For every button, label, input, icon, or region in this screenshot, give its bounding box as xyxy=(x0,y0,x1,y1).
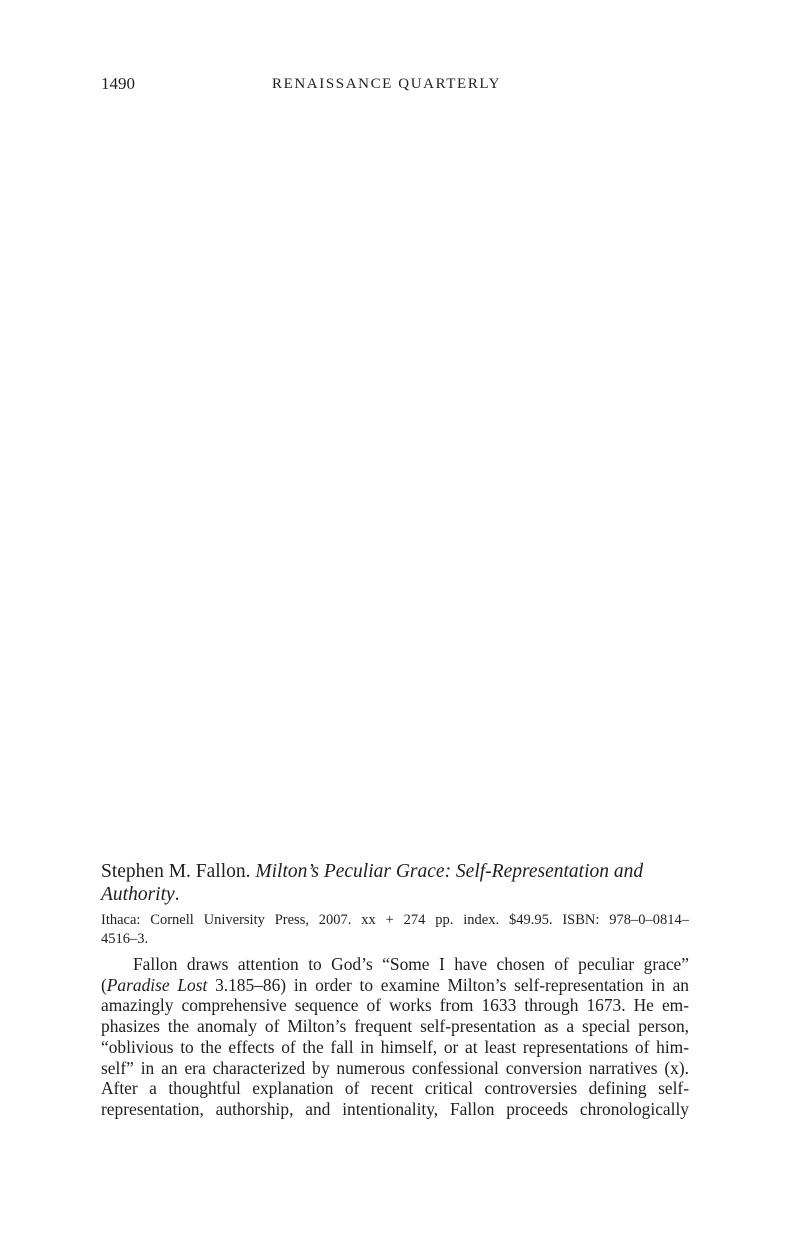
body-line: representation, authorship, and intentionality, Fallon proceeds chronologically xyxy=(101,1098,689,1119)
body-line: phasizes the anomaly of Milton’s frequent self-presentation as a special person, xyxy=(101,1016,689,1037)
body-line: After a thoughtful explanation of recent critical controversies defining self- xyxy=(101,1078,689,1099)
review-body xyxy=(101,954,689,1120)
page-number: 1490 xyxy=(101,74,135,93)
body-line: Fallon draws attention to God’s “Some I have chosen of peculiar grace” xyxy=(133,954,689,974)
publication-info-line2: 4516–3. xyxy=(101,930,149,947)
body-italic-title: Paradise Lost xyxy=(106,974,208,995)
book-review xyxy=(101,860,689,1120)
body-line: self” in an era characterized by numerous confessional conversion narratives (x). xyxy=(101,1057,689,1078)
body-line: “oblivious to the effects of the fall in himself, or at least representations of him- xyxy=(101,1036,689,1057)
publication-info-line1: Ithaca: Cornell University Press, 2007. xx + 274 pp. index. $49.95. ISBN: 978–0–0814– xyxy=(101,912,689,928)
running-head: RENAISSANCE QUARTERLY xyxy=(272,76,502,92)
publication-info xyxy=(101,911,689,948)
body-line-text: 3.185–86) in order to examine Milton’s self-representation in an xyxy=(215,974,689,995)
body-line: (Paradise Lost 3.185–86) in order to examine Milton’s self-representation in an xyxy=(101,974,689,995)
review-citation: Stephen M. Fallon. Milton’s Peculiar Grace: Self-Representation and Authority. xyxy=(101,861,644,905)
book-title-line1: Milton’s Peculiar Grace: Self-Representation and xyxy=(255,861,644,882)
review-author: Stephen M. Fallon. xyxy=(101,861,251,882)
book-title-line2: Authority xyxy=(101,884,175,905)
body-line: amazingly comprehensive sequence of works from 1633 through 1673. He em- xyxy=(101,995,689,1016)
